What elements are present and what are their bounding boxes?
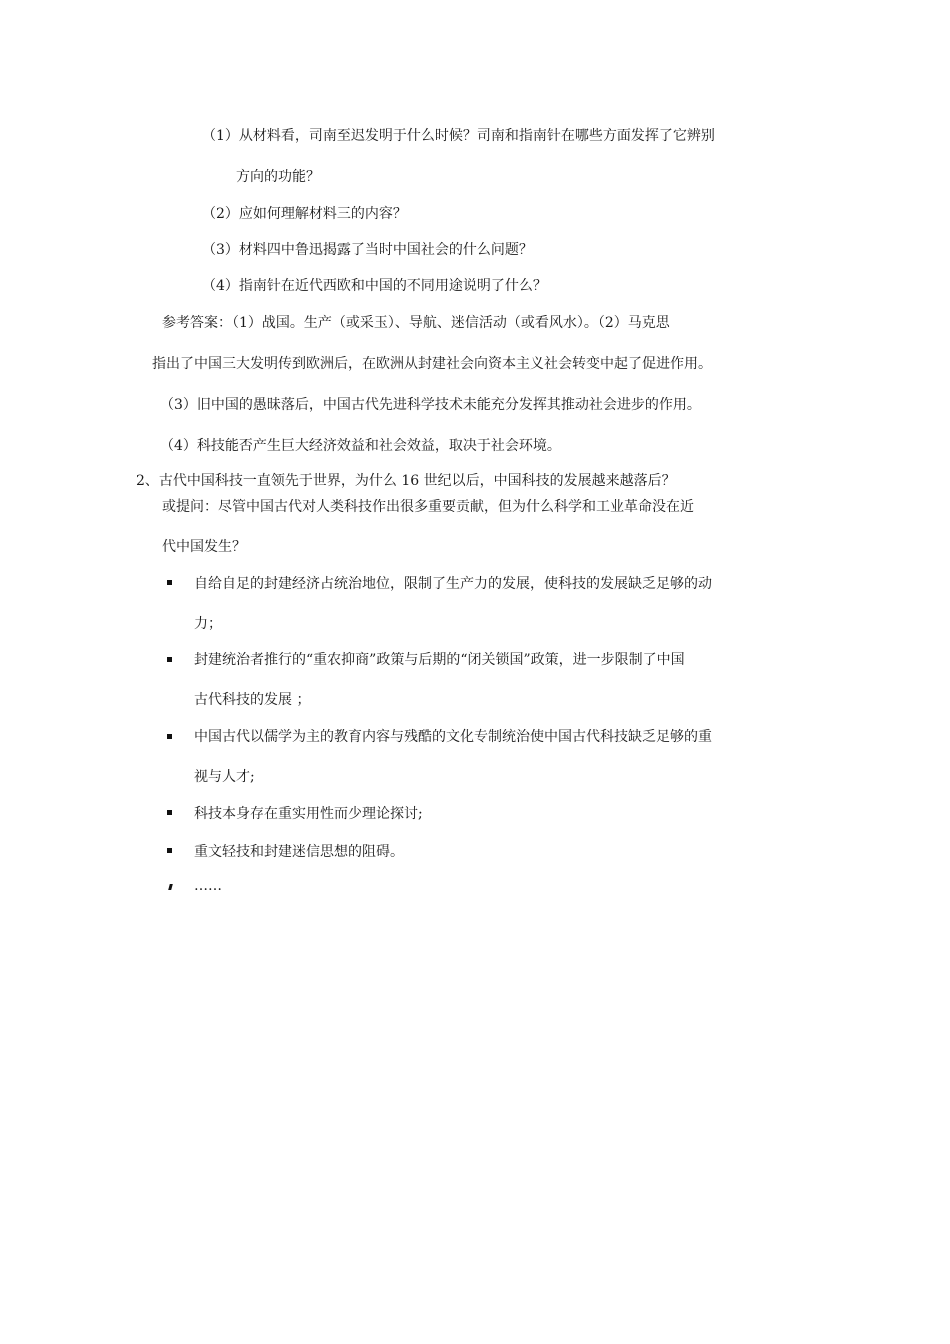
- square-bullet-icon: [167, 657, 172, 662]
- bullet-1-line-2: 力；: [194, 616, 222, 632]
- bullet-3-line-2: 视与人才;: [194, 769, 255, 785]
- bullet-6-line-1: ……: [194, 878, 222, 894]
- question-2-alt-line-2: 代中国发生？: [162, 539, 246, 555]
- bullet-2-line-1: 封建统治者推行的“重农抑商”政策与后期的“闭关锁国”政策，进一步限制了中国: [194, 652, 685, 668]
- question-1-line-2: 方向的功能？: [236, 169, 320, 185]
- bullet-2-line-2: 古代科技的发展 ；: [194, 692, 311, 708]
- answer-line-3: （3）旧中国的愚昧落后，中国古代先进科学技术未能充分发挥其推动社会进步的作用。: [160, 397, 701, 413]
- square-bullet-icon: [167, 580, 172, 585]
- square-bullet-icon: [167, 734, 172, 739]
- bullet-3-line-1: 中国古代以儒学为主的教育内容与残酷的文化专制统治使中国古代科技缺乏足够的重: [194, 729, 712, 745]
- square-bullet-icon: [167, 810, 172, 815]
- bullet-5-line-1: 重文轻技和封建迷信思想的阻碍。: [194, 844, 404, 860]
- answer-line-4: （4）科技能否产生巨大经济效益和社会效益，取决于社会环境。: [160, 438, 561, 454]
- question-1-line-1: （1）从材料看，司南至迟发明于什么时候？司南和指南针在哪些方面发挥了它辨别: [202, 128, 715, 144]
- bullet-4-line-1: 科技本身存在重实用性而少理论探讨;: [194, 806, 423, 822]
- answer-line-1: 参考答案：（1）战国。生产（或采玉）、导航、迷信活动（或看风水）。（2）马克思: [162, 315, 670, 331]
- question-2: （2）应如何理解材料三的内容？: [202, 206, 407, 222]
- question-2-alt-line-1: 或提问：尽管中国古代对人类科技作出很多重要贡献，但为什么科学和工业革命没在近: [162, 499, 694, 515]
- question-4: （4）指南针在近代西欧和中国的不同用途说明了什么？: [202, 278, 547, 294]
- square-bullet-icon: [167, 848, 172, 853]
- question-3: （3）材料四中鲁迅揭露了当时中国社会的什么问题？: [202, 242, 533, 258]
- question-2-title: 2、古代中国科技一直领先于世界，为什么 16 世纪以后，中国科技的发展越来越落后？: [136, 473, 676, 489]
- square-bullet-icon: [168, 884, 173, 890]
- answer-line-2: 指出了中国三大发明传到欧洲后，在欧洲从封建社会向资本主义社会转变中起了促进作用。: [152, 356, 712, 372]
- bullet-1-line-1: 自给自足的封建经济占统治地位，限制了生产力的发展，使科技的发展缺乏足够的动: [194, 576, 712, 592]
